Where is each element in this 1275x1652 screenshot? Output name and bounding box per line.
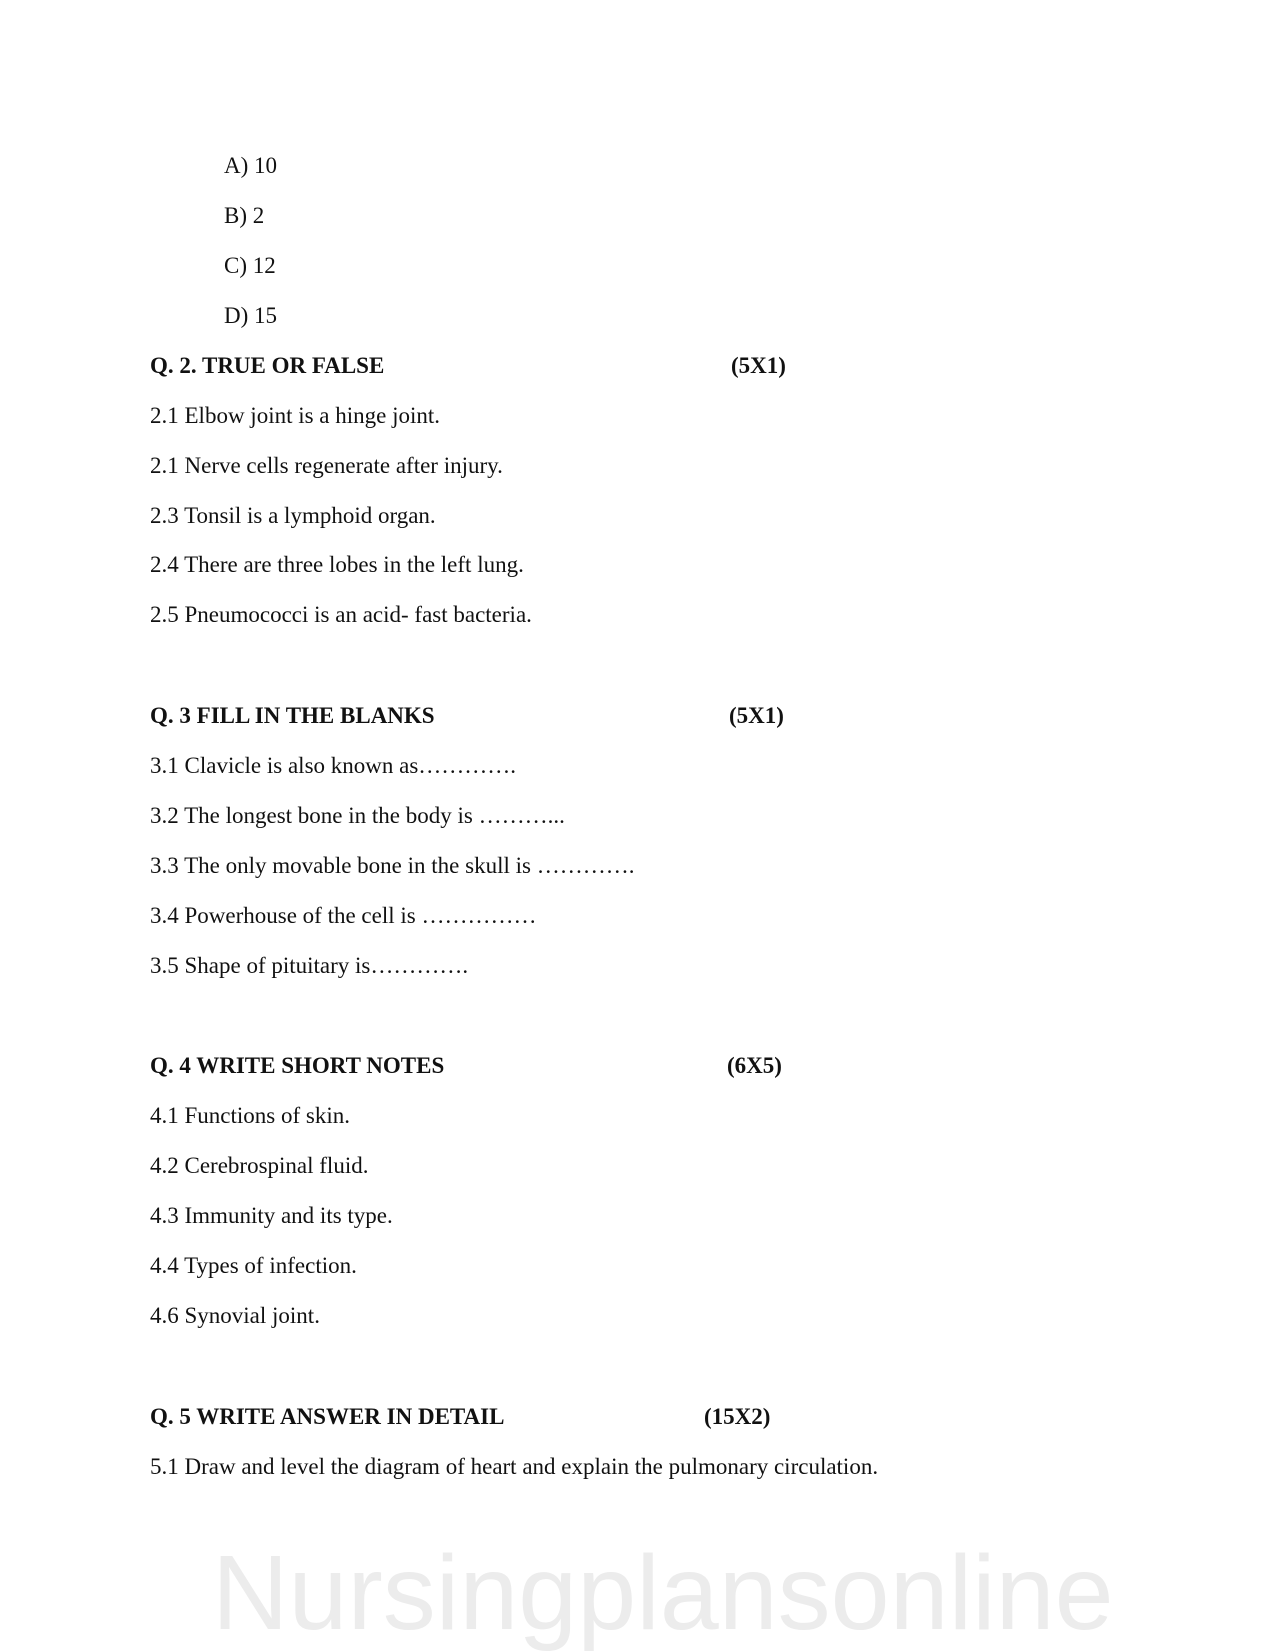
section-q2-heading: Q. 2. TRUE OR FALSE — [150, 353, 385, 378]
section-q2-marks: (5X1) — [731, 353, 786, 378]
mcq-option-c: C) 12 — [224, 253, 276, 278]
section-q3-heading: Q. 3 FILL IN THE BLANKS — [150, 703, 435, 728]
q4-item-3: 4.3 Immunity and its type. — [150, 1203, 393, 1228]
q2-item-1: 2.1 Elbow joint is a hinge joint. — [150, 403, 441, 428]
q3-item-1: 3.1 Clavicle is also known as…………. — [150, 753, 517, 778]
section-q3-marks: (5X1) — [729, 703, 784, 728]
section-q5-marks: (15X2) — [704, 1404, 771, 1429]
q5-item-1: 5.1 Draw and level the diagram of heart and explain the pulmonary circulation. — [150, 1454, 879, 1479]
section-q4-heading: Q. 4 WRITE SHORT NOTES — [150, 1053, 445, 1078]
q4-item-5: 4.6 Synovial joint. — [150, 1303, 320, 1328]
watermark-logo: Nursingplansonline — [212, 1534, 1114, 1652]
q3-item-2: 3.2 The longest bone in the body is ………... — [150, 803, 565, 828]
mcq-option-d: D) 15 — [224, 303, 278, 328]
q2-item-3: 2.3 Tonsil is a lymphoid organ. — [150, 503, 436, 528]
mcq-option-b: B) 2 — [224, 203, 265, 228]
section-q5-heading: Q. 5 WRITE ANSWER IN DETAIL — [150, 1404, 505, 1429]
mcq-option-a: A) 10 — [224, 153, 278, 178]
q2-item-5: 2.5 Pneumococci is an acid- fast bacteria. — [150, 602, 532, 627]
q3-item-5: 3.5 Shape of pituitary is…………. — [150, 953, 469, 978]
q4-item-2: 4.2 Cerebrospinal fluid. — [150, 1153, 369, 1178]
q4-item-4: 4.4 Types of infection. — [150, 1253, 357, 1278]
q4-item-1: 4.1 Functions of skin. — [150, 1103, 350, 1128]
section-q4-marks: (6X5) — [727, 1053, 782, 1078]
q3-item-3: 3.3 The only movable bone in the skull is …………. — [150, 853, 635, 878]
q2-item-2: 2.1 Nerve cells regenerate after injury. — [150, 453, 503, 478]
q3-item-4: 3.4 Powerhouse of the cell is …………… — [150, 903, 537, 928]
q2-item-4: 2.4 There are three lobes in the left lung. — [150, 552, 524, 577]
